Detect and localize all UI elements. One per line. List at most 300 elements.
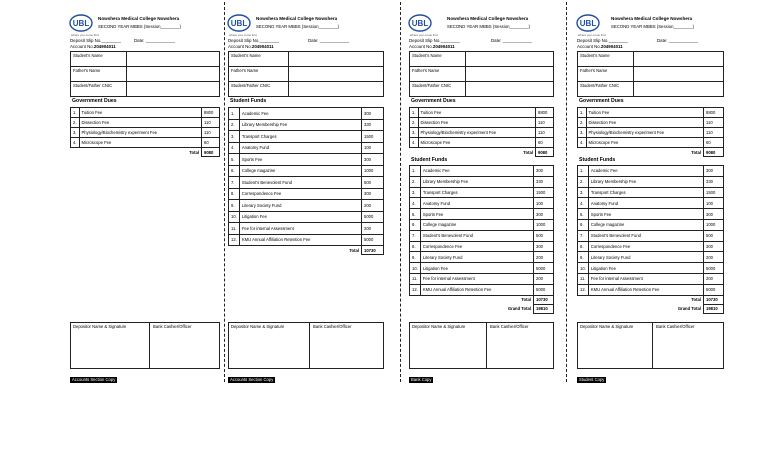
- info-value[interactable]: [127, 67, 220, 82]
- signature-separator: [486, 323, 487, 368]
- cashier-label: Bank Cashier/Officer: [490, 324, 529, 329]
- deposit-slip-row: [228, 38, 384, 43]
- info-label: Father's Name: [578, 67, 634, 82]
- student-info-table: [577, 51, 724, 97]
- fee-label: Academic Fee: [239, 108, 361, 120]
- fee-amount: 5000: [534, 263, 554, 274]
- depositor-label: Depositor Name & Signature: [412, 324, 466, 329]
- student-info-table: [409, 51, 554, 97]
- fee-amount: 330: [362, 119, 384, 131]
- fee-amount: 110: [536, 118, 554, 128]
- fee-amount: 1000: [534, 219, 554, 230]
- table-row: [410, 166, 554, 177]
- row-number: 7.: [410, 230, 421, 241]
- fee-label: Correspondence Fee: [239, 188, 361, 200]
- fee-label: Fee for internal Assessment: [239, 223, 361, 235]
- info-value[interactable]: [634, 67, 724, 82]
- row-number: 9.: [229, 200, 240, 212]
- fee-label: Tuition Fee: [586, 108, 704, 118]
- info-label: Student's Name: [410, 52, 466, 67]
- student-funds-title: Student Funds: [411, 157, 448, 163]
- logo-letters: UBL: [579, 19, 597, 28]
- challan-copy-3: [409, 0, 554, 466]
- table-row: [578, 284, 724, 295]
- info-value[interactable]: [466, 52, 554, 67]
- row-number: 1.: [410, 108, 419, 118]
- student-funds-title: Student Funds: [230, 98, 267, 104]
- row-number: 1.: [71, 108, 80, 118]
- fee-label: Literary Society Fund: [239, 200, 361, 212]
- government-dues-table: [577, 107, 724, 157]
- total-label: Total: [521, 297, 531, 303]
- fee-label: Litigation Fee: [420, 263, 533, 274]
- fee-label: Academic Fee: [588, 166, 703, 177]
- table-row: [410, 230, 554, 241]
- divider-3: [566, 2, 567, 382]
- row-number: 2.: [578, 176, 589, 187]
- fee-amount: 100: [534, 198, 554, 209]
- fee-label: Academic Fee: [420, 166, 533, 177]
- signature-separator: [309, 323, 310, 368]
- table-row: [578, 273, 724, 284]
- row-number: 3.: [229, 131, 240, 143]
- table-row: [229, 119, 384, 131]
- college-name: Nowshera Medical College Nowshera: [98, 16, 180, 21]
- challan-copy-4: [577, 0, 724, 466]
- fee-label: Anatomy Fund: [420, 198, 533, 209]
- cashier-label: Bank Cashier/Officer: [313, 324, 352, 329]
- date-label: Date: ____________: [134, 38, 176, 43]
- account-label: Account No.: [409, 44, 433, 49]
- logo-caption: where you come first: [578, 33, 606, 37]
- date-label: Date: ____________: [657, 38, 699, 43]
- row-number: 12.: [578, 284, 589, 295]
- total-row: [410, 148, 554, 157]
- table-row: [229, 154, 384, 166]
- info-label: Father's Name: [410, 67, 466, 82]
- fee-label: Anatomy Fund: [588, 198, 703, 209]
- fee-label: Fee for internal Assessment: [420, 273, 533, 284]
- fee-amount: 100: [362, 142, 384, 154]
- student-info-table: [70, 51, 220, 97]
- logo-letters: UBL: [411, 19, 429, 28]
- total-label: Total: [691, 297, 701, 303]
- info-value[interactable]: [634, 82, 724, 97]
- table-row: [578, 128, 724, 138]
- row-number: 5.: [229, 154, 240, 166]
- total-label: Total: [349, 247, 359, 253]
- fee-amount: 200: [362, 200, 384, 212]
- grand-total-value: 19810: [704, 304, 724, 313]
- fee-amount: 200: [704, 252, 724, 263]
- table-row: [578, 241, 724, 252]
- logo-letters: UBL: [72, 19, 90, 28]
- fee-amount: 300: [704, 166, 724, 177]
- logo-caption: where you come first: [229, 33, 257, 37]
- fee-amount: 300: [362, 108, 384, 120]
- table-row: [71, 128, 220, 138]
- table-row: [410, 252, 554, 263]
- table-row: [410, 209, 554, 220]
- signature-box: [70, 322, 220, 369]
- fee-amount: 300: [362, 188, 384, 200]
- account-number: 204904011: [251, 44, 274, 49]
- row-number: 1.: [410, 166, 421, 177]
- row-number: 2.: [410, 118, 419, 128]
- account-label: Account No.: [70, 44, 94, 49]
- info-value[interactable]: [466, 82, 554, 97]
- fee-label: Dissection Fee: [79, 118, 202, 128]
- row-number: 11.: [229, 223, 240, 235]
- slip-header: [228, 14, 384, 36]
- fee-amount: 200: [534, 252, 554, 263]
- government-dues-title: Government Dues: [72, 98, 117, 104]
- row-number: 4.: [410, 198, 421, 209]
- fee-amount: 8800: [536, 108, 554, 118]
- table-row: [578, 176, 724, 187]
- table-row: [410, 187, 554, 198]
- fee-label: Literary Society Fund: [588, 252, 703, 263]
- fee-amount: 300: [362, 154, 384, 166]
- total-row: [410, 295, 554, 304]
- row-number: 4.: [578, 198, 589, 209]
- fee-amount: 1500: [362, 131, 384, 143]
- table-row: [410, 284, 554, 295]
- depositor-label: Depositor Name & Signature: [73, 324, 127, 329]
- ubl-logo-icon: [576, 14, 600, 33]
- info-value[interactable]: [634, 52, 724, 67]
- row-number: 8.: [578, 241, 589, 252]
- table-row: [229, 188, 384, 200]
- fee-amount: 110: [704, 118, 724, 128]
- deposit-slip-label: Deposit Slip No.________: [409, 38, 461, 43]
- info-value[interactable]: [289, 67, 384, 82]
- fee-label: KMU Annual Affiliation Retention Fee: [420, 284, 533, 295]
- depositor-label: Depositor Name & Signature: [580, 324, 634, 329]
- deposit-slip-label: Deposit Slip No.________: [70, 38, 122, 43]
- total-value: 10730: [362, 246, 384, 255]
- table-row: [410, 108, 554, 118]
- table-row: [229, 142, 384, 154]
- row-number: 4.: [229, 142, 240, 154]
- fee-label: Microscope Fee: [79, 138, 202, 148]
- row-number: 5.: [578, 209, 589, 220]
- fee-label: Microscope Fee: [418, 138, 536, 148]
- table-row: [410, 198, 554, 209]
- table-row: [578, 230, 724, 241]
- fee-label: Physiology/Biochemistry experiment Fee: [418, 128, 536, 138]
- row-number: 6.: [410, 219, 421, 230]
- fee-label: KMU Annual Affiliation Retention Fee: [588, 284, 703, 295]
- row-number: 4.: [578, 138, 587, 148]
- table-row: [410, 219, 554, 230]
- table-row: [410, 128, 554, 138]
- info-value[interactable]: [289, 82, 384, 97]
- table-row: [578, 252, 724, 263]
- row-number: 7.: [578, 230, 589, 241]
- deposit-slip-row: [577, 38, 724, 43]
- year-line: SECOND YEAR MBBS (Session________): [256, 24, 340, 29]
- slip-header: [577, 14, 724, 36]
- copy-label: Bank Copy: [411, 377, 432, 382]
- row-number: 9.: [410, 252, 421, 263]
- fee-label: Sports Fee: [588, 209, 703, 220]
- fee-amount: 330: [704, 176, 724, 187]
- table-row: [578, 198, 724, 209]
- table-row: [229, 131, 384, 143]
- fee-label: Library Membership Fee: [420, 176, 533, 187]
- cashier-label: Bank Cashier/Officer: [153, 324, 192, 329]
- total-label: Total: [523, 149, 533, 155]
- fee-label: College magazine: [588, 219, 703, 230]
- fee-label: Fee for internal Assessment: [588, 273, 703, 284]
- year-line: SECOND YEAR MBBS (Session________): [98, 24, 182, 29]
- date-label: Date: ____________: [308, 38, 350, 43]
- info-value[interactable]: [127, 52, 220, 67]
- info-value[interactable]: [289, 52, 384, 67]
- fee-label: Correspondence Fee: [588, 241, 703, 252]
- copy-label: Accounts Section Copy: [230, 377, 274, 382]
- college-name: Nowshera Medical College Nowshera: [447, 16, 529, 21]
- info-label: Student's Name: [71, 52, 127, 67]
- account-row: [70, 44, 116, 49]
- total-value: 10730: [704, 295, 724, 304]
- ubl-logo-icon: [408, 14, 432, 33]
- row-number: 8.: [229, 188, 240, 200]
- total-label: Total: [189, 149, 199, 155]
- divider-2: [400, 2, 401, 382]
- fee-amount: 300: [534, 209, 554, 220]
- info-label: Student's Name: [229, 52, 289, 67]
- info-label: Student/Father CNIC: [71, 82, 127, 97]
- row-number: 2.: [410, 176, 421, 187]
- info-value[interactable]: [466, 67, 554, 82]
- account-number: 204904011: [432, 44, 455, 49]
- table-row: [71, 118, 220, 128]
- fee-amount: 200: [534, 273, 554, 284]
- row-number: 2.: [578, 118, 587, 128]
- fee-amount: 60: [536, 138, 554, 148]
- deposit-slip-row: [70, 38, 220, 43]
- table-row: [229, 177, 384, 189]
- student-info-table: [228, 51, 384, 97]
- fee-amount: 300: [534, 241, 554, 252]
- cashier-label: Bank Cashier/Officer: [656, 324, 695, 329]
- fee-label: Tuition Fee: [418, 108, 536, 118]
- deposit-slip-label: Deposit Slip No.________: [577, 38, 629, 43]
- table-row: [410, 138, 554, 148]
- fee-label: Dissection Fee: [586, 118, 704, 128]
- row-number: 10.: [578, 263, 589, 274]
- info-label: Student/Father CNIC: [578, 82, 634, 97]
- table-row: [410, 118, 554, 128]
- info-value[interactable]: [127, 82, 220, 97]
- fee-amount: 300: [704, 241, 724, 252]
- row-number: 10.: [410, 263, 421, 274]
- grand-total-label: Grand Total: [677, 306, 701, 312]
- total-label: Total: [691, 149, 701, 155]
- challan-copy-2: [228, 0, 384, 466]
- ubl-logo-icon: [69, 14, 93, 33]
- row-number: 11.: [578, 273, 589, 284]
- fee-label: Transport Charges: [239, 131, 361, 143]
- row-number: 3.: [410, 128, 419, 138]
- logo-caption: where you come first: [410, 33, 438, 37]
- row-number: 12.: [229, 234, 240, 246]
- fee-amount: 300: [534, 166, 554, 177]
- row-number: 3.: [578, 128, 587, 138]
- fee-amount: 100: [704, 198, 724, 209]
- date-label: Date: ____________: [491, 38, 533, 43]
- signature-box: [409, 322, 554, 369]
- table-row: [578, 118, 724, 128]
- signature-separator: [652, 323, 653, 368]
- total-row: [578, 295, 724, 304]
- fee-amount: 110: [536, 128, 554, 138]
- fee-label: Correspondence Fee: [420, 241, 533, 252]
- table-row: [229, 108, 384, 120]
- year-line: SECOND YEAR MBBS (Session________): [447, 24, 531, 29]
- logo-caption: where you come first: [71, 33, 99, 37]
- row-number: 9.: [578, 252, 589, 263]
- student-funds-table: [409, 165, 554, 314]
- table-row: [410, 241, 554, 252]
- fee-amount: 5000: [704, 284, 724, 295]
- total-value: 9080: [202, 148, 220, 157]
- fee-amount: 300: [704, 209, 724, 220]
- fee-label: Literary Society Fund: [420, 252, 533, 263]
- table-row: [578, 108, 724, 118]
- year-line: SECOND YEAR MBBS (Session________): [611, 24, 695, 29]
- total-row: [229, 246, 384, 255]
- fee-label: Student's Benevolent Fund: [239, 177, 361, 189]
- divider-1: [224, 2, 225, 382]
- row-number: 12.: [410, 284, 421, 295]
- signature-box: [577, 322, 724, 369]
- fee-amount: 60: [704, 138, 724, 148]
- fee-label: Sports Fee: [420, 209, 533, 220]
- slip-header: [70, 14, 220, 36]
- account-row: [409, 44, 455, 49]
- account-label: Account No.: [228, 44, 252, 49]
- fee-amount: 5000: [534, 284, 554, 295]
- fee-amount: 5000: [704, 263, 724, 274]
- row-number: 1.: [578, 166, 589, 177]
- info-label: Father's Name: [71, 67, 127, 82]
- row-number: 11.: [410, 273, 421, 284]
- fee-amount: 60: [202, 138, 220, 148]
- row-number: 3.: [578, 187, 589, 198]
- row-number: 8.: [410, 241, 421, 252]
- table-row: [229, 211, 384, 223]
- table-row: [410, 176, 554, 187]
- row-number: 2.: [71, 118, 80, 128]
- table-row: [578, 187, 724, 198]
- total-row: [578, 148, 724, 157]
- challan-copy-1: [70, 0, 220, 466]
- table-row: [410, 263, 554, 274]
- government-dues-title: Government Dues: [579, 98, 624, 104]
- grand-total-value: 19810: [534, 304, 554, 313]
- depositor-label: Depositor Name & Signature: [231, 324, 285, 329]
- fee-amount: 5000: [362, 211, 384, 223]
- signature-separator: [149, 323, 150, 368]
- fee-amount: 500: [534, 230, 554, 241]
- row-number: 1.: [578, 108, 587, 118]
- table-row: [578, 219, 724, 230]
- grand-total-label: Grand Total: [507, 306, 531, 312]
- fee-amount: 1500: [704, 187, 724, 198]
- student-funds-table: [228, 107, 384, 255]
- row-number: 3.: [410, 187, 421, 198]
- table-row: [229, 234, 384, 246]
- fee-amount: 500: [704, 230, 724, 241]
- total-row: [71, 148, 220, 157]
- table-row: [578, 209, 724, 220]
- fee-label: Microscope Fee: [586, 138, 704, 148]
- fee-amount: 110: [704, 128, 724, 138]
- table-row: [229, 223, 384, 235]
- table-row: [229, 165, 384, 177]
- college-name: Nowshera Medical College Nowshera: [611, 16, 693, 21]
- student-funds-table: [577, 165, 724, 314]
- fee-label: College magazine: [420, 219, 533, 230]
- account-label: Account No.: [577, 44, 601, 49]
- fee-amount: 8800: [704, 108, 724, 118]
- info-label: Student's Name: [578, 52, 634, 67]
- fee-amount: 1000: [704, 219, 724, 230]
- fee-label: College magazine: [239, 165, 361, 177]
- slip-header: [409, 14, 554, 36]
- account-row: [228, 44, 274, 49]
- college-name: Nowshera Medical College Nowshera: [256, 16, 338, 21]
- grand-total-row: [410, 304, 554, 313]
- fee-label: Physiology/Biochemistry experiment Fee: [79, 128, 202, 138]
- fee-amount: 500: [362, 177, 384, 189]
- fee-label: Anatomy Fund: [239, 142, 361, 154]
- grand-total-row: [578, 304, 724, 313]
- row-number: 2.: [229, 119, 240, 131]
- info-label: Father's Name: [229, 67, 289, 82]
- fee-amount: 200: [362, 223, 384, 235]
- table-row: [410, 273, 554, 284]
- fee-label: Tuition Fee: [79, 108, 202, 118]
- government-dues-title: Government Dues: [411, 98, 456, 104]
- fee-label: Student's Benevolent Fund: [588, 230, 703, 241]
- row-number: 6.: [229, 165, 240, 177]
- logo-letters: UBL: [230, 19, 248, 28]
- fee-label: Transport Charges: [588, 187, 703, 198]
- fee-label: Student's Benevolent Fund: [420, 230, 533, 241]
- fee-label: Physiology/Biochemistry experiment Fee: [586, 128, 704, 138]
- fee-amount: 110: [202, 118, 220, 128]
- account-number: 204904011: [93, 44, 116, 49]
- row-number: 4.: [410, 138, 419, 148]
- table-row: [229, 200, 384, 212]
- account-row: [577, 44, 623, 49]
- row-number: 7.: [229, 177, 240, 189]
- total-value: 10730: [534, 295, 554, 304]
- fee-amount: 1000: [362, 165, 384, 177]
- fee-amount: 110: [202, 128, 220, 138]
- fee-label: Library Membership Fee: [588, 176, 703, 187]
- fee-label: Sports Fee: [239, 154, 361, 166]
- fee-amount: 1500: [534, 187, 554, 198]
- row-number: 10.: [229, 211, 240, 223]
- signature-box: [228, 322, 384, 369]
- total-value: 9080: [536, 148, 554, 157]
- government-dues-table: [409, 107, 554, 157]
